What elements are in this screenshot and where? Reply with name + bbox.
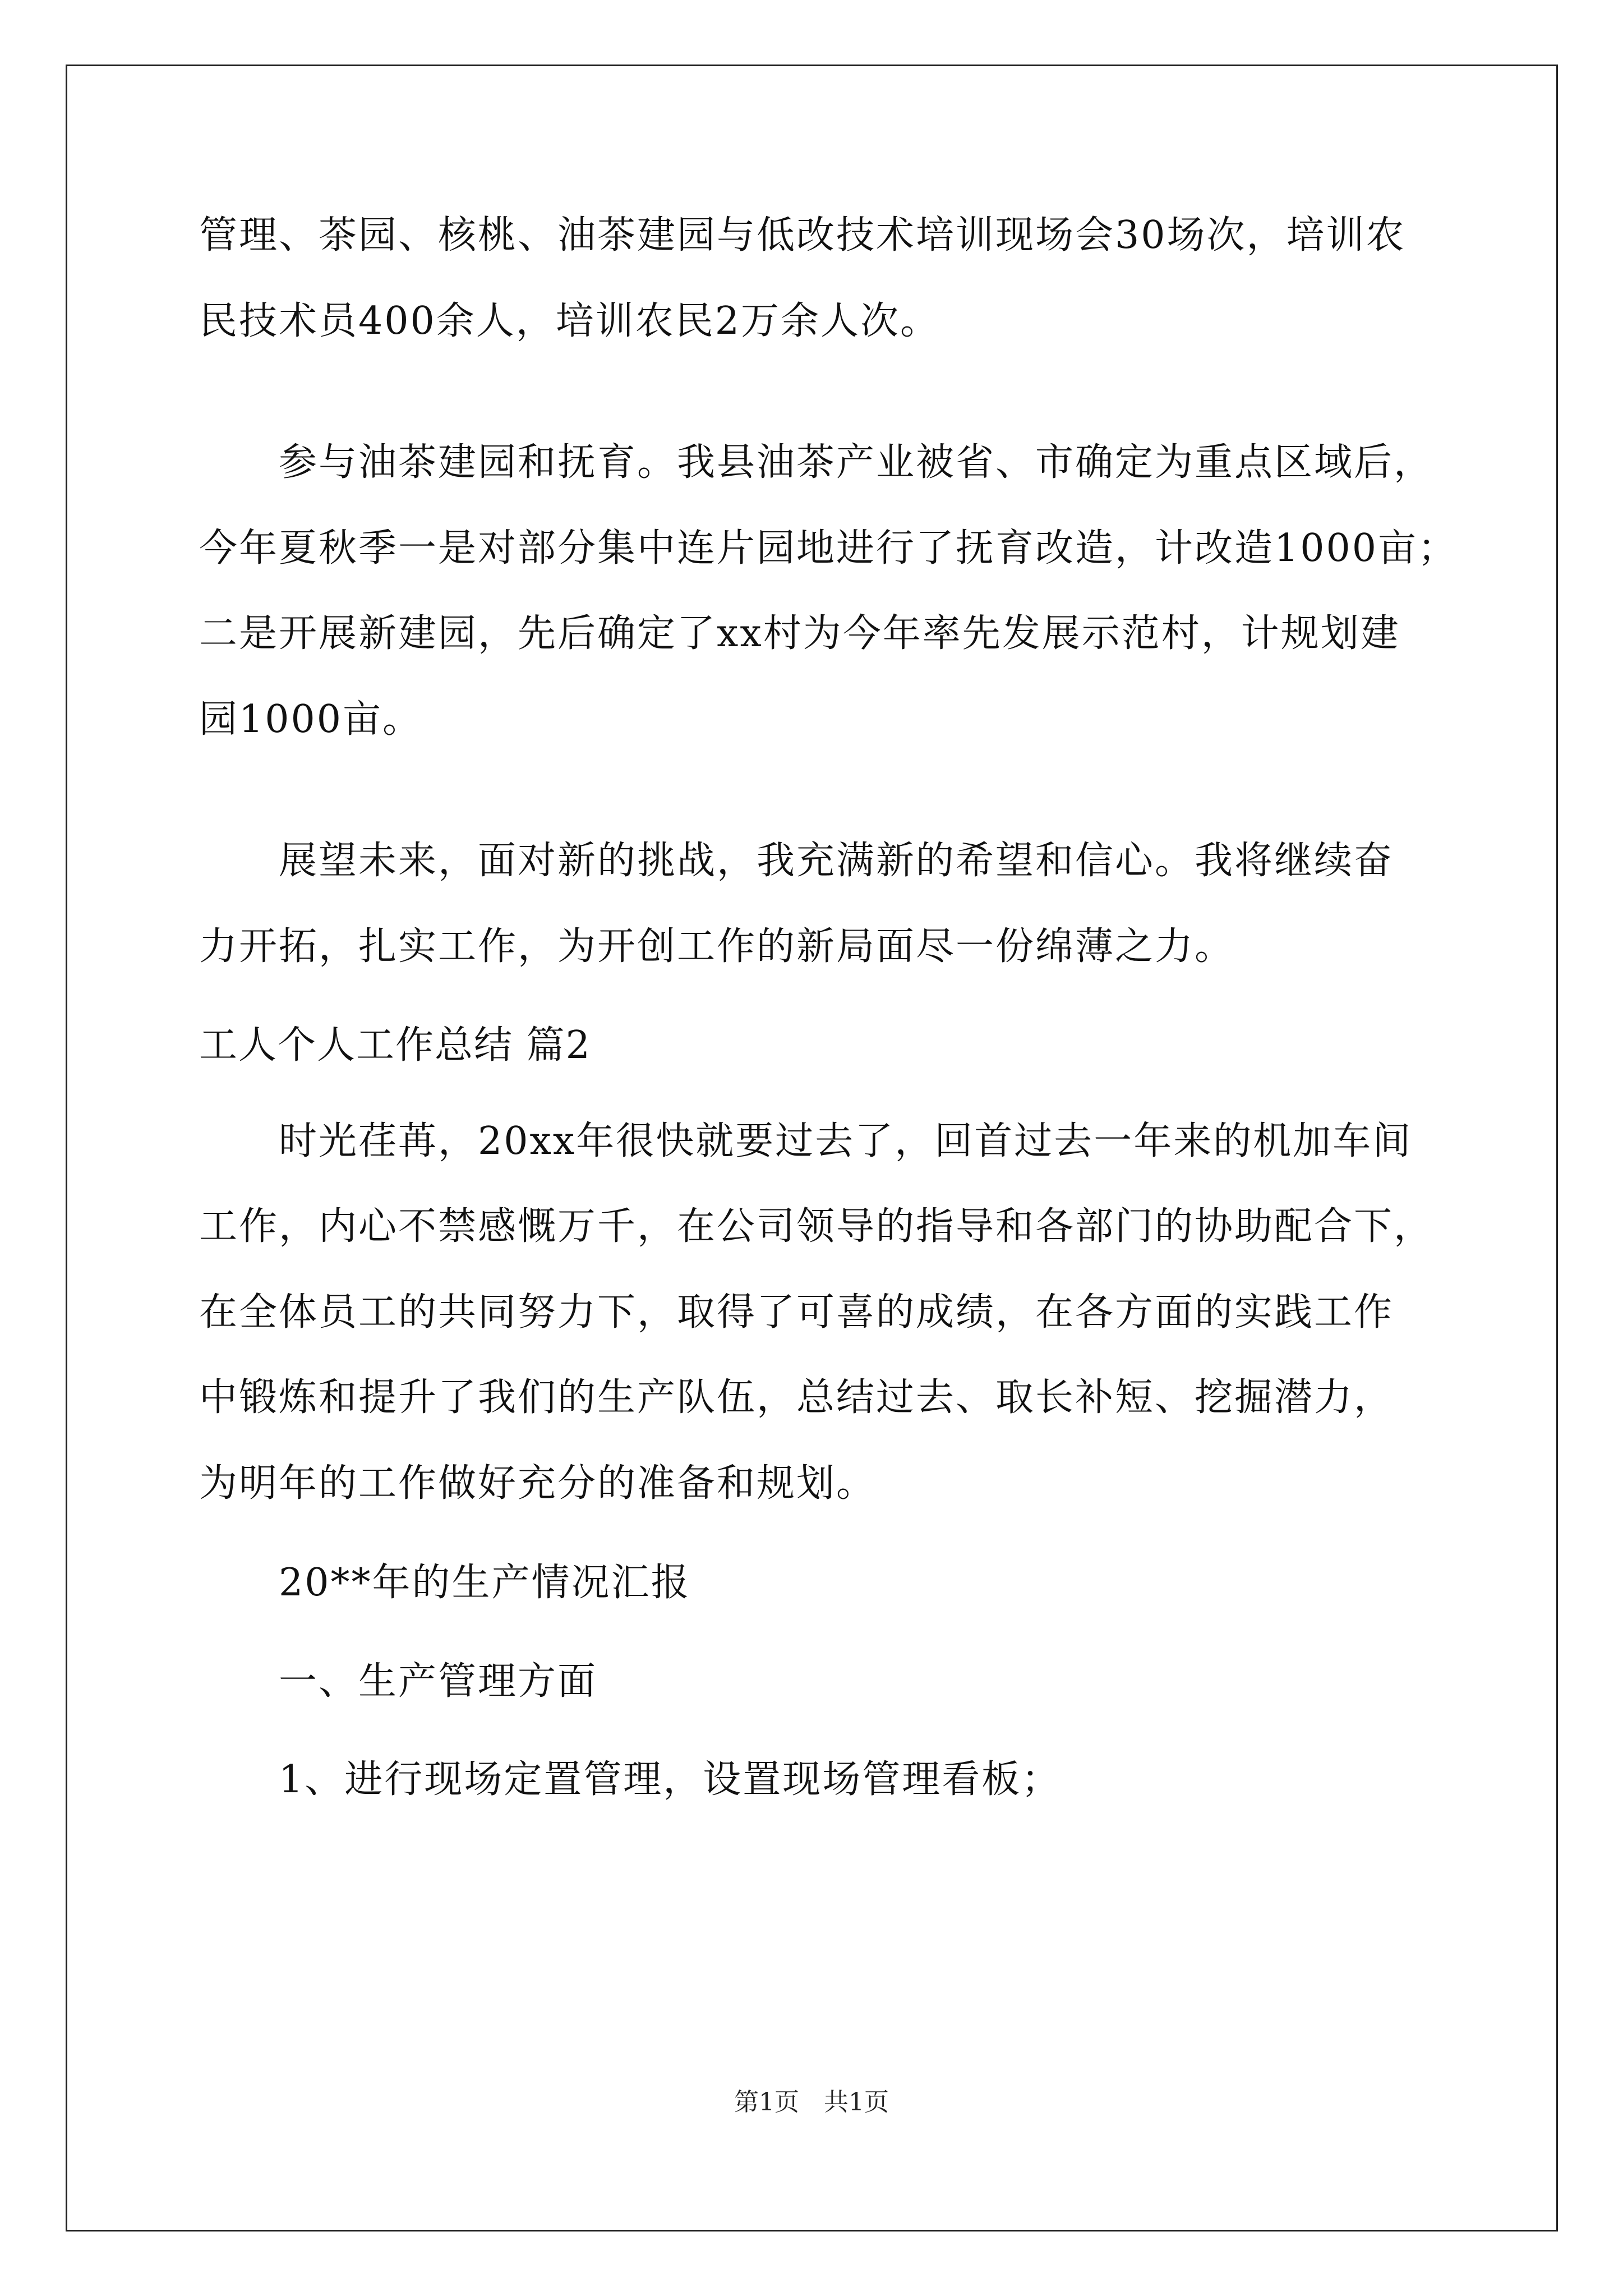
paragraph-line: 管理、茶园、核桃、油茶建园与低改技术培训现场会30场次，培训农 — [199, 213, 1406, 257]
paragraph-line: 园1000亩。 — [199, 697, 423, 742]
page-number-footer: 第1页 共1页 — [734, 2088, 889, 2116]
paragraph-line: 工作，内心不禁感慨万千，在公司领导的指导和各部门的协助配合下， — [199, 1204, 1434, 1249]
section-heading: 工人个人工作总结 篇2 — [199, 1023, 591, 1068]
paragraph-line: 时光荏苒，20xx年很快就要过去了，回首过去一年来的机加车间 — [279, 1119, 1413, 1163]
paragraph-line: 二是开展新建园，先后确定了xx村为今年率先发展示范村，计规划建 — [199, 611, 1400, 656]
paragraph-line: 展望未来，面对新的挑战，我充满新的希望和信心。我将继续奋 — [279, 839, 1394, 883]
paragraph-line: 参与油茶建园和抚育。我县油茶产业被省、市确定为重点区域后， — [279, 440, 1434, 485]
subheading-line: 20**年的生产情况汇报 — [279, 1561, 691, 1605]
list-item: 1、进行现场定置管理，设置现场管理看板； — [279, 1757, 1062, 1802]
paragraph-line: 在全体员工的共同努力下，取得了可喜的成绩，在各方面的实践工作 — [199, 1290, 1394, 1335]
paragraph-line: 民技术员400余人，培训农民2万余人次。 — [199, 299, 940, 343]
subheading-line: 一、生产管理方面 — [279, 1659, 598, 1704]
paragraph-line: 为明年的工作做好充分的准备和规划。 — [199, 1461, 877, 1506]
paragraph-line: 中锻炼和提升了我们的生产队伍，总结过去、取长补短、挖掘潜力， — [199, 1375, 1394, 1420]
paragraph-line: 力开拓，扎实工作，为开创工作的新局面尽一份绵薄之力。 — [199, 924, 1235, 969]
paragraph-line: 今年夏秋季一是对部分集中连片园地进行了抚育改造，计改造1000亩； — [199, 526, 1458, 570]
